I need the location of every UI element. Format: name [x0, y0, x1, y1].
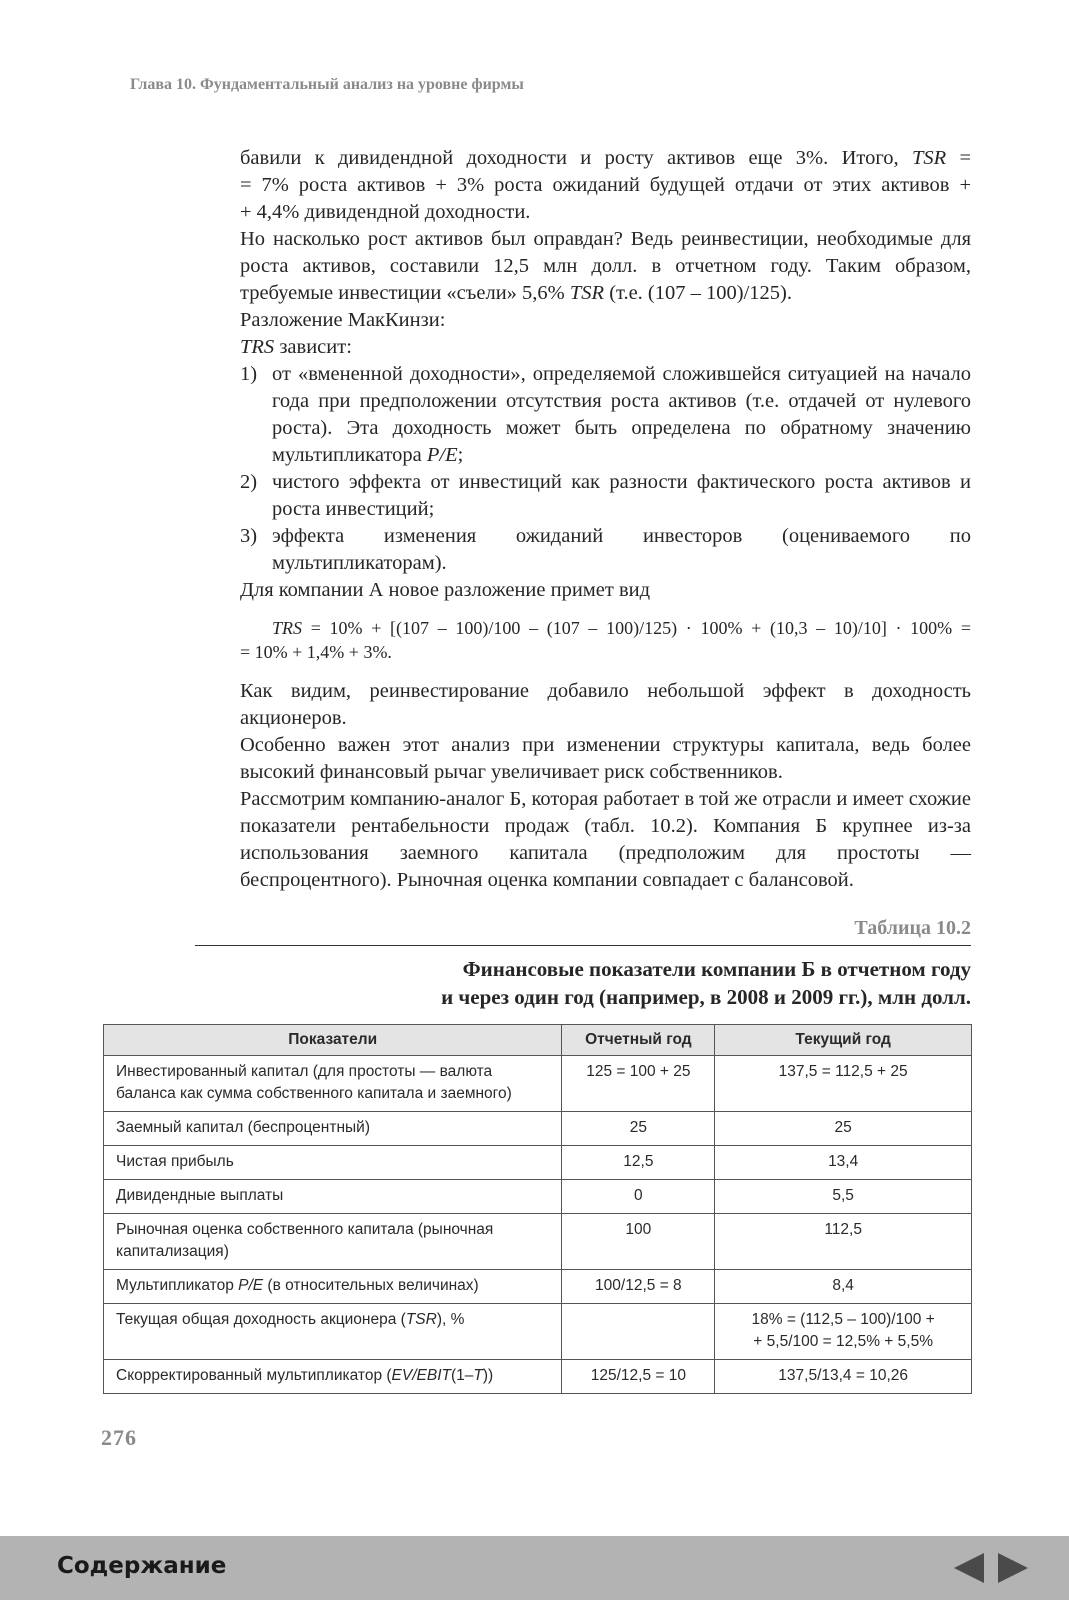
text-span: бавили к дивидендной доходности и росту активов еще 3%. Итого, — [240, 147, 899, 169]
term-pe: P/E — [238, 1277, 264, 1294]
cell-reported-year: 125 = 100 + 25 — [562, 1056, 715, 1112]
term-t: T — [473, 1367, 483, 1384]
table-row — [104, 1056, 972, 1112]
table-row — [104, 1214, 972, 1270]
table-row — [104, 1270, 972, 1304]
financial-table — [103, 1024, 972, 1394]
cell-line: + 5,5/100 = 12,5% + 5,5% — [753, 1333, 933, 1350]
column-header: Показатели — [104, 1025, 562, 1056]
text-span: (1– — [450, 1367, 474, 1384]
row-label — [104, 1270, 562, 1304]
row-label — [104, 1304, 562, 1360]
cell-current-year: 25 — [715, 1112, 972, 1146]
table-header-row — [104, 1025, 972, 1056]
body-text — [240, 145, 971, 894]
paragraph-5: Как видим, реинвестирование добавило небольшой эффект в доходность акционеров. — [240, 680, 971, 729]
paragraph-7: Рассмотрим компанию-аналог Б, которая работает в той же отрасли и имеет схожие показатели рентабельности продаж (табл. 10.2). Компания Б крупнее из-за использования заемного капитала (предположим для простоты — беспроцентного). Рыночная оценка компании совпадает с балансовой. — [240, 788, 971, 891]
divider — [195, 945, 971, 946]
list-text: эффекта изменения ожиданий инвесторов (оцениваемого по мультипликаторам). — [272, 525, 971, 574]
text-span: = — [946, 147, 972, 169]
text-span: зависит: — [279, 336, 352, 358]
cell-reported-year: 25 — [562, 1112, 715, 1146]
paragraph-6: Особенно важен этот анализ при изменении структуры капитала, ведь более высокий финансовый рычаг увеличивает риск собственников. — [240, 734, 971, 783]
term-tsr: TSR — [911, 147, 947, 169]
cell-current-year: 8,4 — [715, 1270, 972, 1304]
contents-link[interactable]: Содержание — [57, 1553, 227, 1579]
list-text — [272, 361, 971, 469]
cell-reported-year: 100 — [562, 1214, 715, 1270]
table-label: Таблица 10.2 — [854, 917, 971, 939]
list-item — [240, 469, 971, 523]
triangle-left-icon — [952, 1551, 986, 1585]
text-span: (в относительных величинах) — [263, 1277, 479, 1294]
table-row — [104, 1180, 972, 1214]
cell-current-year — [715, 1304, 972, 1360]
list-number: 1) — [240, 363, 258, 385]
cell-current-year: 5,5 — [715, 1180, 972, 1214]
list-text: чистого эффекта от инвестиций как разности фактического роста активов и роста инвестиций; — [272, 471, 971, 520]
term-trs: TRS — [240, 336, 275, 358]
text-span: от «вмененной доходности», определяемой сложившейся ситуацией на начало года при предположении отсутствия роста активов (т.е. отдачей от нулевого роста). Эта доходность может быть определена по обратному значению мультипликатора — [272, 363, 971, 466]
formula-line-1 — [272, 616, 971, 640]
column-header: Отчетный год — [562, 1025, 715, 1056]
running-head: Глава 10. Фундаментальный анализ на уровне фирмы — [130, 76, 524, 93]
paragraph-4 — [240, 334, 971, 361]
table-caption-line-2: и через один год (например, в 2008 и 2009 гг.), млн долл. — [441, 985, 971, 1009]
paragraph-dla: Для компании А новое разложение примет вид — [240, 579, 651, 601]
row-label: Заемный капитал (беспроцентный) — [104, 1112, 562, 1146]
paragraph-1-line-1 — [240, 145, 971, 172]
term-trs: TRS — [272, 618, 303, 638]
term-ev-ebit: EV/EBIT — [391, 1367, 451, 1384]
term-pe: P/E — [426, 444, 458, 466]
paragraph-1-line-2: = 7% роста активов + 3% роста ожиданий будущей отдачи от этих активов + — [240, 174, 971, 196]
cell-reported-year — [562, 1304, 715, 1360]
row-label: Инвестированный капитал (для простоты — валюта баланса как сумма собственного капитала и заемного) — [104, 1056, 562, 1112]
text-span: Скорректированный мультипликатор ( — [116, 1367, 392, 1384]
table-row — [104, 1360, 972, 1394]
cell-reported-year: 0 — [562, 1180, 715, 1214]
list-number: 2) — [240, 471, 258, 493]
cell-current-year: 112,5 — [715, 1214, 972, 1270]
text-span: = 10% + [(107 – 100)/100 – (107 – 100)/125) · 100% + (10,3 – 10)/10] · 100% = — [302, 618, 971, 638]
text-span: (т.е. (107 – 100)/125). — [609, 282, 792, 304]
cell-current-year: 137,5/13,4 = 10,26 — [715, 1360, 972, 1394]
table-caption — [441, 955, 971, 1011]
list-item — [240, 361, 971, 469]
row-label: Чистая прибыль — [104, 1146, 562, 1180]
list-number: 3) — [240, 525, 258, 547]
text-span: ; — [457, 444, 464, 466]
paragraph-3: Разложение МакКинзи: — [240, 309, 446, 331]
paragraph-2 — [240, 226, 971, 307]
next-page-button[interactable] — [996, 1551, 1030, 1585]
column-header: Текущий год — [715, 1025, 972, 1056]
cell-reported-year: 12,5 — [562, 1146, 715, 1180]
formula-line-2: = 10% + 1,4% + 3%. — [240, 642, 392, 662]
cell-reported-year: 125/12,5 = 10 — [562, 1360, 715, 1394]
term-tsr: TSR — [405, 1311, 437, 1328]
table-row — [104, 1304, 972, 1360]
table-caption-line-1: Финансовые показатели компании Б в отчетном году — [462, 957, 971, 981]
term-tsr: TSR — [569, 282, 605, 304]
text-span: Мультипликатор — [116, 1277, 239, 1294]
cell-reported-year: 100/12,5 = 8 — [562, 1270, 715, 1304]
page-number: 276 — [101, 1425, 137, 1450]
cell-current-year: 137,5 = 112,5 + 25 — [715, 1056, 972, 1112]
list-item — [240, 523, 971, 577]
cell-line: 18% = (112,5 – 100)/100 + — [751, 1311, 935, 1328]
triangle-right-icon — [996, 1551, 1030, 1585]
formula — [240, 616, 971, 664]
cell-current-year: 13,4 — [715, 1146, 972, 1180]
table-row — [104, 1112, 972, 1146]
text-span: Текущая общая доходность акционера ( — [116, 1311, 406, 1328]
table-row — [104, 1146, 972, 1180]
text-span: Но насколько рост активов был оправдан? Ведь реинвестиции, необходимые для роста активов, составили 12,5 млн долл. в отчетном году. Таким образом, требуемые инвестиции «съели» 5,6% — [240, 228, 971, 304]
row-label: Рыночная оценка собственного капитала (рыночная капитализация) — [104, 1214, 562, 1270]
text-span: ), % — [436, 1311, 465, 1328]
paragraph-1-line-3: + 4,4% дивидендной доходности. — [240, 201, 531, 223]
row-label: Дивидендные выплаты — [104, 1180, 562, 1214]
footer-bar — [0, 1536, 1069, 1600]
text-span: )) — [482, 1367, 494, 1384]
row-label — [104, 1360, 562, 1394]
previous-page-button[interactable] — [952, 1551, 986, 1585]
